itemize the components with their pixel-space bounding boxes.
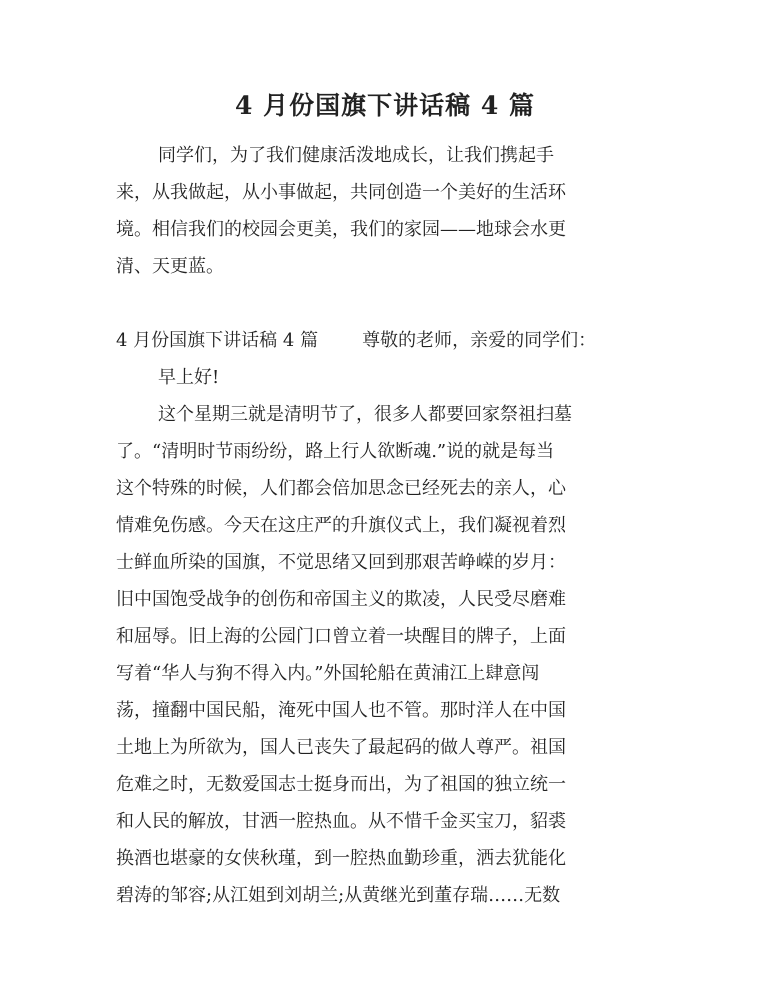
body-line-6: 旧中国饱受战争的创伤和帝国主义的欺凌，人民受尽磨难 [116, 589, 566, 610]
salutation: 尊敬的老师，亲爱的同学们： [362, 330, 597, 351]
section-heading: 4 月份国旗下讲话稿 4 篇 [116, 330, 319, 351]
body-line-7: 和屈辱。旧上海的公园门口曾立着一块醒目的牌子，上面 [116, 626, 566, 647]
body-line-9: 荡，撞翻中国民船，淹死中国人也不管。那时洋人在中国 [116, 700, 566, 721]
body-line-4: 情难免伤感。今天在这庄严的升旗仪式上，我们凝视着烈 [116, 515, 566, 536]
body-line-5: 士鲜血所染的国旗，不觉思绪又回到那艰苦峥嵘的岁月： [116, 552, 566, 573]
intro-line-1: 同学们，为了我们健康活泼地成长，让我们携起手 [158, 145, 554, 166]
intro-line-4: 清、天更蓝。 [116, 256, 224, 277]
body-line-10: 土地上为所欲为，国人已丧失了最起码的做人尊严。祖国 [116, 737, 566, 758]
body-line-1: 这个星期三就是清明节了，很多人都要回家祭祖扫墓 [158, 404, 572, 425]
section-heading-row [116, 329, 596, 353]
body-line-3: 这个特殊的时候，人们都会倍加思念已经死去的亲人，心 [116, 478, 566, 499]
body-line-11: 危难之时，无数爱国志士挺身而出，为了祖国的独立统一 [116, 774, 566, 795]
page-title: 4 月份国旗下讲话稿 4 篇 [235, 91, 535, 120]
body-line-14: 碧涛的邹容;从江姐到刘胡兰;从黄继光到董存瑞……无数 [116, 885, 561, 906]
body-line-2: 了。“清明时节雨纷纷，路上行人欲断魂.”说的就是每当 [116, 441, 555, 462]
body-line-8: 写着“华人与狗不得入内。”外国轮船在黄浦江上肆意闯 [116, 663, 540, 684]
greeting: 早上好! [158, 367, 220, 388]
intro-line-2: 来，从我做起，从小事做起，共同创造一个美好的生活环 [116, 182, 566, 203]
body-line-13: 换酒也堪豪的女侠秋瑾，到一腔热血勤珍重，洒去犹能化 [116, 848, 566, 869]
body-line-12: 和人民的解放，甘洒一腔热血。从不惜千金买宝刀，貂裘 [116, 811, 566, 832]
intro-line-3: 境。相信我们的校园会更美，我们的家园——地球会水更 [116, 219, 566, 240]
